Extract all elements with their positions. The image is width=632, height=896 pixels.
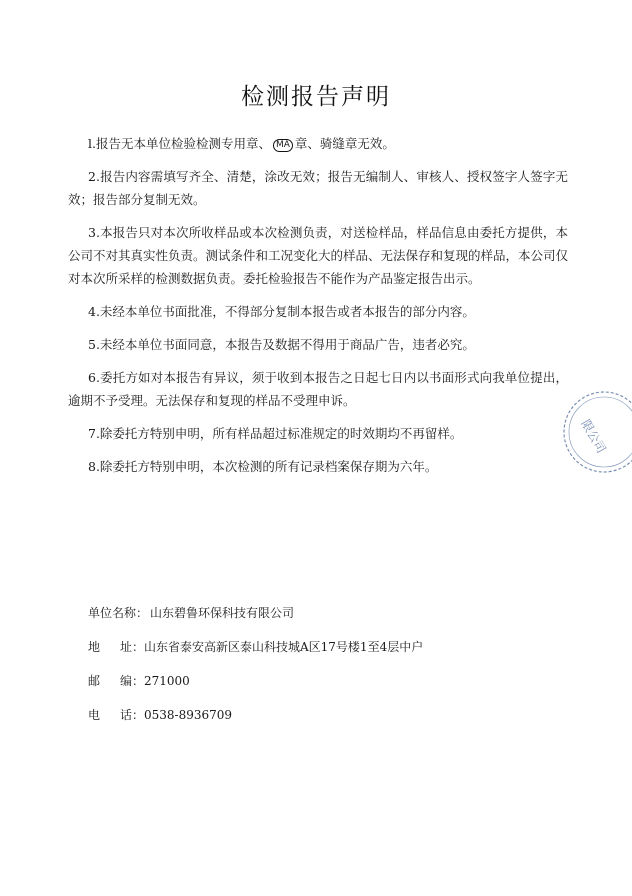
clause-2: 2.报告内容需填写齐全、清楚，涂改无效；报告无编制人、审核人、授权签字人签字无效；报告部分复制无效。 [68,169,568,207]
clause-8: 8.除委托方特别申明，本次检测的所有记录档案保存期为六年。 [88,459,438,474]
declaration-clauses [68,132,568,488]
postcode-label-char: 邮 [88,674,101,688]
clause-1 [68,132,568,155]
clause-4: 4.未经本单位书面批准，不得部分复制本报告或者本报告的部分内容。 [88,304,475,319]
contact-info [88,604,423,740]
clause-7: 7.除委托方特别申明，所有样品超过标准规定的时效期均不再留样。 [88,426,463,441]
company-label: 单位名称： [88,606,149,620]
clause-1-text-b: 章、骑缝章无效。 [294,136,395,151]
partial-seal-stamp [560,388,632,476]
address-label-char-2: 址： [119,640,144,654]
address-label-char: 地 [88,640,101,654]
contact-row-company [88,604,423,638]
address-label [88,638,144,655]
seal-text: 限公司 [578,417,609,456]
contact-row-postcode [88,672,423,706]
contact-row-phone [88,706,423,740]
postcode-value: 271000 [144,674,190,688]
postcode-label [88,672,144,689]
clause-6: 6.委托方如对本报告有异议，须于收到本报告之日起七日内以书面形式向我单位提出，逾期不予受理。无法保存和复现的样品不受理申诉。 [68,370,568,408]
company-value: 山东碧鲁环保科技有限公司 [150,606,295,620]
ma-certification-mark: MA [273,139,293,152]
phone-label-char: 电 [88,708,101,722]
address-value: 山东省泰安高新区泰山科技城A区17号楼1至4层中户 [144,640,424,654]
clause-1-text-a: l.报告无本单位检验检测专用章、 [88,136,271,151]
phone-label-char-2: 话： [119,708,144,722]
contact-row-address [88,638,423,672]
clause-3: 3.本报告只对本次所收样品或本次检测负责，对送检样品，样品信息由委托方提供，本公司不对其真实性负责。测试条件和工况变化大的样品、无法保存和复现的样品，本公司仅对本次所采样的检测数据负责。委托检验报告不能作为产品鉴定报告出示。 [68,225,569,286]
clause-5: 5.未经本单位书面同意，本报告及数据不得用于商品广告，违者必究。 [88,337,475,352]
postcode-label-char-2: 编： [119,674,144,688]
phone-label [88,706,144,723]
document-title: 检测报告声明 [241,84,391,110]
phone-value: 0538-8936709 [144,708,233,722]
